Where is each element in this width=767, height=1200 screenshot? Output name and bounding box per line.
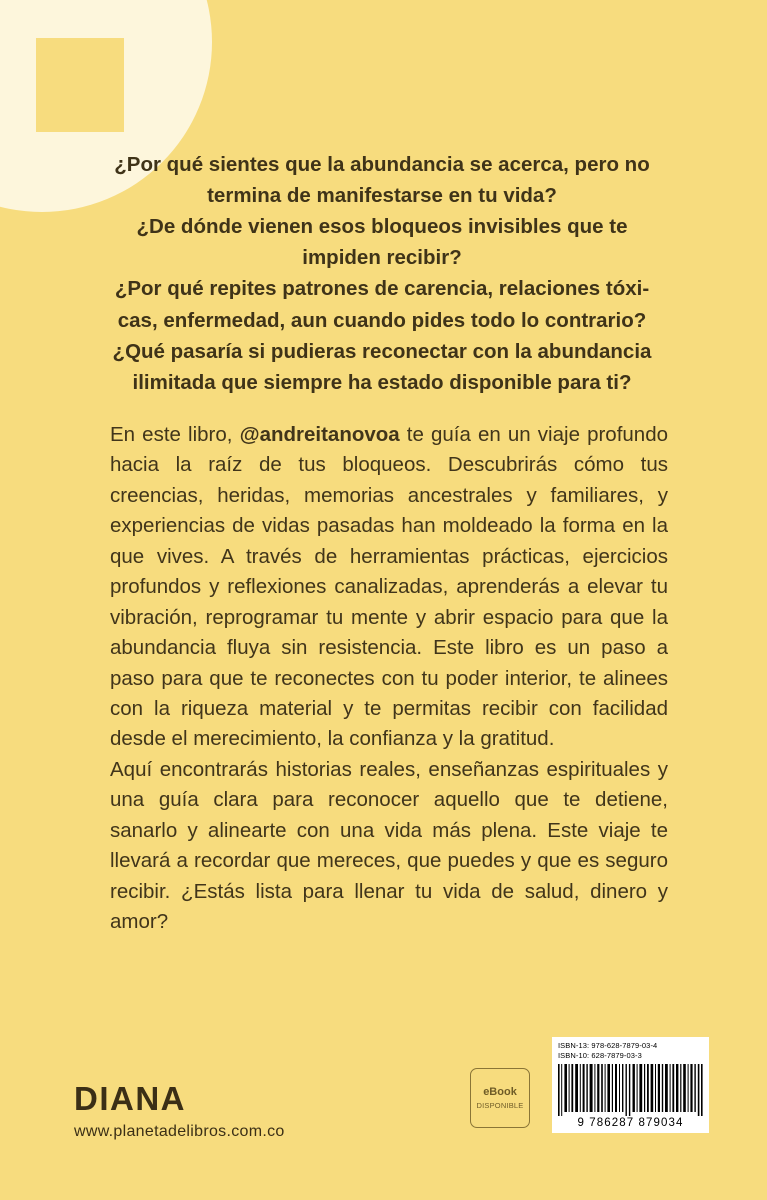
question-line: cas, enfermedad, aun cuando pides todo lo contrario?	[117, 308, 647, 332]
description-paragraph-1	[110, 420, 668, 755]
barcode-bars-icon	[558, 1064, 703, 1116]
question-line: ¿De dónde vienen esos bloqueos invisibles que te	[136, 215, 628, 239]
ebook-available-badge	[470, 1068, 530, 1128]
description-text-rest: te guía en un viaje profundo hacia la raíz de tus bloqueos. Descubrirás cómo tus creencias, heridas, memorias ancestrales y familiares, y experiencias de vidas pasadas han moldeado la forma en la que vives. A través de herramientas prácticas, ejercicios profundos y reflexiones canalizadas, aprenderás a elevar tu vibración, reprogramar tu mente y abrir espacio para que la abundancia fluya sin resistencia. Este libro es un paso a paso para que te reconectes con tu poder interior, te alinees con la riqueza material y te permitas recibir con facilidad desde el merecimiento, la confianza y la gratitud.	[110, 423, 668, 751]
publisher-website[interactable]: www.planetadelibros.com.co	[74, 1123, 285, 1140]
question-line: ¿Por qué sientes que la abundancia se acerca, pero no	[114, 153, 650, 176]
question-line: ¿Por qué repites patrones de carencia, relaciones tóxi-	[114, 277, 650, 301]
barcode-number: 9 786287 879034	[577, 1117, 684, 1130]
question-line: ¿Qué pasaría si pudieras reconectar con la abundancia	[112, 339, 652, 363]
isbn13-text: ISBN-13: 978-628-7879-03-4	[558, 1041, 658, 1050]
description-text-lead: En este libro,	[110, 423, 240, 446]
barcode-block	[552, 1037, 709, 1133]
description-block	[110, 420, 668, 937]
publisher-logo-text: DIANA	[74, 1080, 186, 1117]
question-line: termina de manifestarse en tu vida?	[207, 184, 557, 208]
ebook-badge-sublabel: DISPONIBLE	[476, 1100, 524, 1110]
author-handle: @andreitanovoa	[239, 423, 400, 446]
question-line: impiden recibir?	[302, 246, 462, 270]
ebook-badge-label: eBook	[483, 1086, 517, 1099]
description-paragraph-2: Aquí encontrarás historias reales, enseñanzas espirituales y una guía clara para reconocer aquello que te detiene, sanarlo y alinearte con una vida más plena. Este viaje te llevará a recordar que mereces, que puedes y que es seguro recibir. ¿Estás lista para llenar tu vida de salud, dinero y amor?	[110, 757, 668, 933]
questions-block	[82, 150, 682, 399]
question-line: ilimitada que siempre ha estado disponible para ti?	[132, 370, 632, 394]
publisher-block	[74, 1082, 285, 1141]
isbn10-text: ISBN-10: 628-7879-03-3	[558, 1051, 642, 1061]
decorative-corner-square	[36, 38, 124, 132]
